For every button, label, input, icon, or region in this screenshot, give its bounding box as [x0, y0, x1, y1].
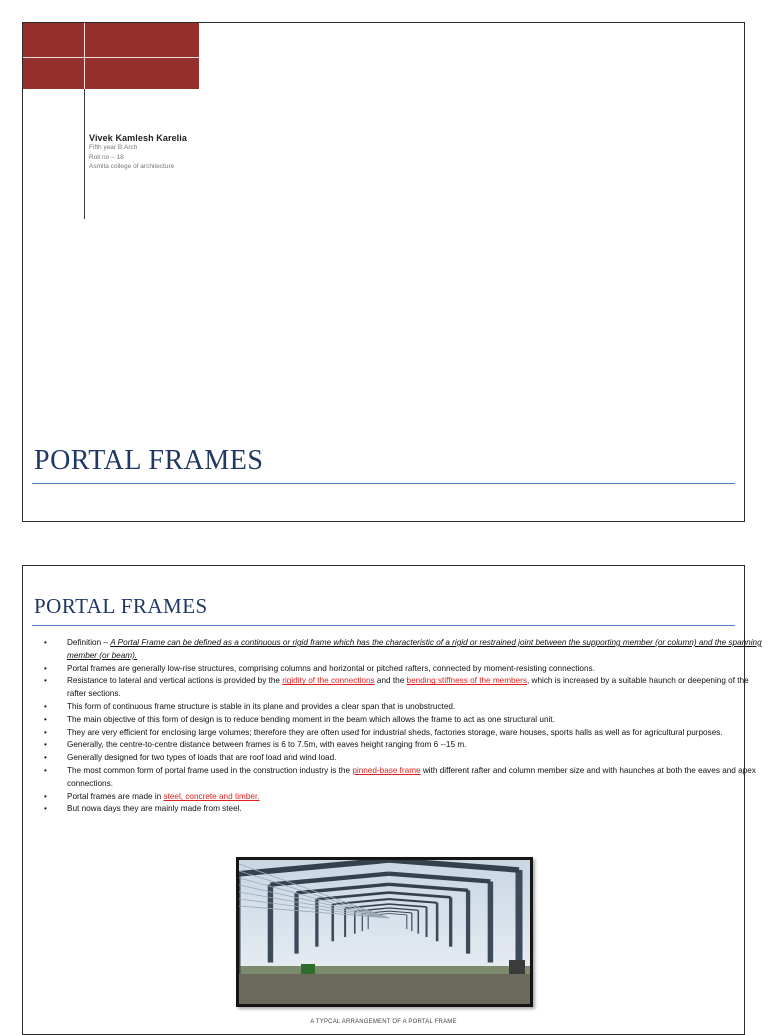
accent-divider-horizontal — [23, 57, 199, 58]
shed — [509, 960, 525, 974]
definition-text: A Portal Frame can be defined as a continuous or rigid frame which has the characteristic of a rigid or restrained joint between the supporting member (or column) and the spanning member (or beam). — [67, 638, 762, 660]
author-course: Fifth year B.Arch — [89, 144, 138, 151]
bullet-text: Portal frames are made in — [67, 791, 164, 801]
portal-frame-illustration — [239, 860, 530, 1004]
ground — [239, 972, 530, 1004]
cover-title: PORTAL FRAMES — [34, 445, 264, 476]
treeline — [239, 966, 530, 974]
bullet-text: Definition – — [67, 638, 111, 647]
bullet-text: and the — [374, 676, 407, 686]
figure-caption: A TYPCAL ARRANGEMENT OF A PORTAL FRAME — [310, 1019, 457, 1025]
bullet-text: Resistance to lateral and vertical actions is provided by the — [67, 676, 283, 686]
bullet-text: , which is increased by a suitable haunch or deepening of the rafter sections. — [67, 676, 749, 699]
bullet-item — [67, 752, 767, 765]
bullet-text: with different rafter and column member size and with haunches at both the eaves and apex connections. — [67, 765, 756, 788]
bullet-item — [67, 791, 767, 804]
accent-divider-vertical — [84, 23, 85, 89]
portal-frame-photo — [236, 857, 533, 1007]
highlighted-link[interactable]: pinned-base frame — [352, 765, 421, 775]
bullet-item — [67, 714, 767, 727]
bullet-text: The most common form of portal frame used in the construction industry is the — [67, 765, 353, 775]
page-title: PORTAL FRAMES — [34, 594, 208, 618]
content-page — [22, 565, 762, 1035]
author-roll: Roll no – 18 — [89, 153, 124, 161]
bullet-list — [37, 637, 767, 816]
highlighted-link[interactable]: bending stiffness of the members — [406, 676, 527, 686]
bullet-item — [67, 675, 767, 701]
bullet-text: Generally, the centre-to-centre distance between frames is 6 to 7.5m, with eaves height ranging from 6 --15 m. — [67, 740, 467, 750]
bullet-text: They are very efficient for enclosing large volumes; therefore they are often used for industrial sheds, factories storage, ware houses, sports halls as well as for agricultural purposes. — [67, 727, 723, 737]
bullet-item — [67, 663, 767, 676]
bullet-item — [67, 637, 767, 663]
bullet-text: Portal frames are generally low-rise structures, comprising columns and horizontal or pitched rafters, connected by moment-resisting connections. — [67, 663, 595, 673]
bullet-item — [67, 765, 767, 791]
accent-vertical-rule — [84, 89, 85, 219]
tractor — [301, 964, 315, 974]
highlighted-link[interactable]: rigidity of the connections — [282, 676, 375, 686]
bullet-item — [67, 701, 767, 714]
highlighted-link[interactable]: steel, concrete and timber. — [163, 791, 260, 801]
author-block — [89, 133, 187, 172]
bullet-text: But nowa days they are mainly made from steel. — [67, 804, 242, 814]
accent-block — [23, 23, 199, 89]
cover-page — [22, 22, 745, 522]
author-college: Asmita college of architecture — [89, 163, 175, 170]
author-name: Vivek Kamlesh Karelia — [89, 133, 187, 143]
cover-title-rule — [32, 483, 735, 484]
bullet-item — [67, 739, 767, 752]
bullet-text: This form of continuous frame structure is stable in its plane and provides a clear span that is unobstructed. — [67, 701, 456, 711]
bullet-text: Generally designed for two types of loads that are roof load and wind load. — [67, 753, 337, 763]
title-rule — [32, 625, 735, 626]
bullet-item — [67, 803, 767, 816]
bullet-item — [67, 727, 767, 740]
bullet-text: The main objective of this form of design is to reduce bending moment in the beam which allows the frame to act as one structural unit. — [67, 714, 555, 724]
